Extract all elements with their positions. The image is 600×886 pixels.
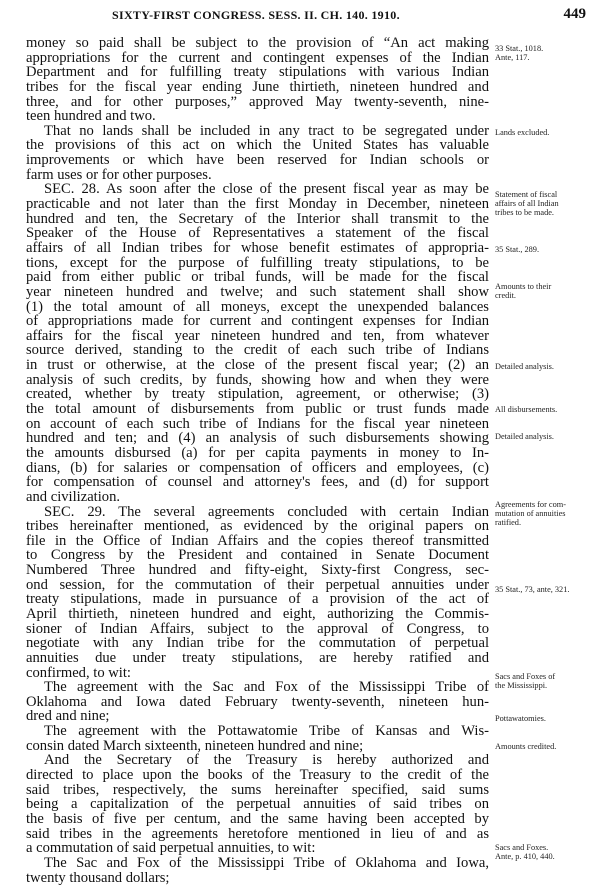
text-line: created, whether by treaty stipulation, agreement, or otherwise; (3): [26, 386, 489, 403]
text-line: Numbered Three hundred and fifty-eight, Sixty-first Congress, sec-: [26, 562, 489, 579]
text-line: twenty thousand dollars;: [26, 869, 170, 886]
margin-note: Statement of fiscal affairs of all Indian tribes to be made.: [495, 190, 559, 218]
text-line: That no lands shall be included in any tract to be segregated under: [44, 122, 489, 139]
text-line: dians, (b) for salaries or compensation of officers and employees, (c): [26, 459, 489, 476]
text-line: Department and for fulfilling treaty stipulations with various Indian: [26, 64, 489, 81]
text-line: dred and nine;: [26, 708, 110, 725]
text-line: a commutation of said perpetual annuities, to wit:: [26, 840, 316, 857]
margin-note: Sacs and Foxes. Ante, p. 410, 440.: [495, 843, 555, 862]
page-number: 449: [563, 6, 586, 22]
text-line: farm uses or for other purposes.: [26, 166, 212, 183]
text-line: three, and for other purposes,” approved May twenty-seventh, nine-: [26, 93, 489, 110]
text-line: said tribes in the agreements heretofore mentioned in lieu of and as: [26, 825, 489, 842]
margin-note: 35 Stat., 289.: [495, 245, 540, 254]
text-line: the amounts disbursed (a) for per capita payments in money to In-: [26, 444, 489, 461]
text-line: of appropriations made for current and contingent expenses for Indian: [26, 313, 489, 330]
text-line: April thirtieth, nineteen hundred and eight, authorizing the Commis-: [26, 605, 489, 622]
running-head: SIXTY-FIRST CONGRESS. SESS. II. CH. 140. 1910.: [112, 8, 400, 22]
text-line: annuities due under treaty stipulations, are hereby ratified and: [26, 649, 489, 666]
text-line: hundred and ten, the Secretary of the Interior shall transmit to the: [26, 210, 489, 227]
text-line: year nineteen hundred and twelve; and such statement shall show: [26, 283, 489, 300]
margin-note: Amounts credited.: [495, 742, 557, 751]
text-line: tribes for the fiscal year ending June thirtieth, nineteen hundred and: [26, 78, 489, 95]
text-line: being a capitalization of the perpetual annuities of said tribes on: [26, 796, 489, 813]
text-line: SEC. 29. The several agreements concluded with certain Indian: [44, 503, 489, 520]
text-line: The Sac and Fox of the Mississippi Tribe of Oklahoma and Iowa,: [44, 854, 489, 871]
text-line: and civilization.: [26, 488, 121, 505]
margin-note: Detailed analysis.: [495, 362, 554, 371]
margin-note: All disbursements.: [495, 405, 558, 414]
text-line: confirmed, to wit:: [26, 664, 131, 681]
text-line: ond session, for the commutation of their perpetual annuities under: [26, 576, 489, 593]
text-line: for compensation of counsel and attorney's fees, and (d) for support: [26, 474, 489, 491]
margin-note: Pottawatomies.: [495, 714, 546, 723]
text-line: affairs for the fiscal year nineteen hundred and ten, from whatever: [26, 327, 489, 344]
margin-note: 35 Stat., 73, ante, 321.: [495, 585, 570, 594]
margin-note: Sacs and Foxes of the Mississippi.: [495, 672, 556, 691]
text-line: teen hundred and two.: [26, 108, 156, 125]
page-header: [0, 6, 600, 28]
text-line: Oklahoma and Iowa dated February twenty-seventh, nineteen hun-: [26, 693, 489, 710]
text-line: The agreement with the Sac and Fox of the Mississippi Tribe of: [44, 679, 489, 696]
text-line: file in the Office of Indian Affairs and the copies thereof transmitted: [26, 532, 489, 549]
text-line: the total amount of disbursements from public or trust funds made: [26, 401, 489, 418]
margin-note: 33 Stat., 1018. Ante, 117.: [495, 44, 544, 63]
text-line: source derived, standing to the credit of each such tribe of Indians: [26, 342, 489, 359]
text-line: to Congress by the President and contained in Senate Document: [26, 547, 489, 564]
text-line: consin dated March sixteenth, nineteen hundred and nine;: [26, 737, 364, 754]
body-text: [26, 36, 489, 885]
margin-note: Lands excluded.: [495, 128, 550, 137]
text-line: the provisions of this act on which the United States has valuable: [26, 137, 489, 154]
text-line: tions, except for the purpose of fulfilling treaty stipulations, to be: [26, 254, 489, 271]
text-line: appropriations for the current and contingent expenses of the Indian: [26, 49, 489, 66]
margin-note: Detailed analysis.: [495, 432, 554, 441]
margin-note: Amounts to their credit.: [495, 282, 552, 301]
text-line: the basis of five per centum, and the same having been accepted by: [26, 810, 489, 827]
text-line: Speaker of the House of Representatives a statement of the fiscal: [26, 225, 489, 242]
text-line: SEC. 28. As soon after the close of the present fiscal year as may be: [44, 181, 489, 198]
text-line: hundred and ten; and (4) an analysis of such disbursements showing: [26, 430, 489, 447]
text-line: (1) the total amount of all moneys, except the unexpended balances: [26, 298, 489, 315]
text-line: improvements or which have been reserved for Indian schools or: [26, 152, 489, 169]
text-line: negotiate with any Indian tribe for the commutation of perpetual: [26, 635, 489, 652]
text-line: paid from either public or tribal funds, will be made for the fiscal: [26, 269, 489, 286]
text-line: on account of each such tribe of Indians for the fiscal year nineteen: [26, 415, 489, 432]
text-line: The agreement with the Pottawatomie Tribe of Kansas and Wis-: [44, 723, 489, 740]
text-line: tribes hereinafter mentioned, as evidenced by the original papers on: [26, 518, 489, 535]
text-line: affairs of all Indian tribes for whose benefit estimates of appropria-: [26, 239, 489, 256]
text-line: treaty stipulations, made in pursuance of a provision of the act of: [26, 591, 489, 608]
text-line: sioner of Indian Affairs, subject to the approval of Congress, to: [26, 620, 489, 637]
text-line: directed to place upon the books of the Treasury to the credit of the: [26, 767, 489, 784]
text-line: And the Secretary of the Treasury is hereby authorized and: [44, 752, 489, 769]
text-line: analysis of such credits, by funds, showing how and when they were: [26, 371, 489, 388]
text-line: money so paid shall be subject to the provision of “An act making: [26, 35, 489, 51]
text-line: practicable and not later than the first Monday in December, nineteen: [26, 196, 489, 213]
text-line: said tribes, respectively, the sums hereinafter specified, said sums: [26, 781, 489, 798]
margin-note: Agreements for com- mutation of annuities ratified.: [495, 500, 566, 528]
text-line: in trust or otherwise, at the close of the present fiscal year; (2) an: [26, 357, 489, 374]
